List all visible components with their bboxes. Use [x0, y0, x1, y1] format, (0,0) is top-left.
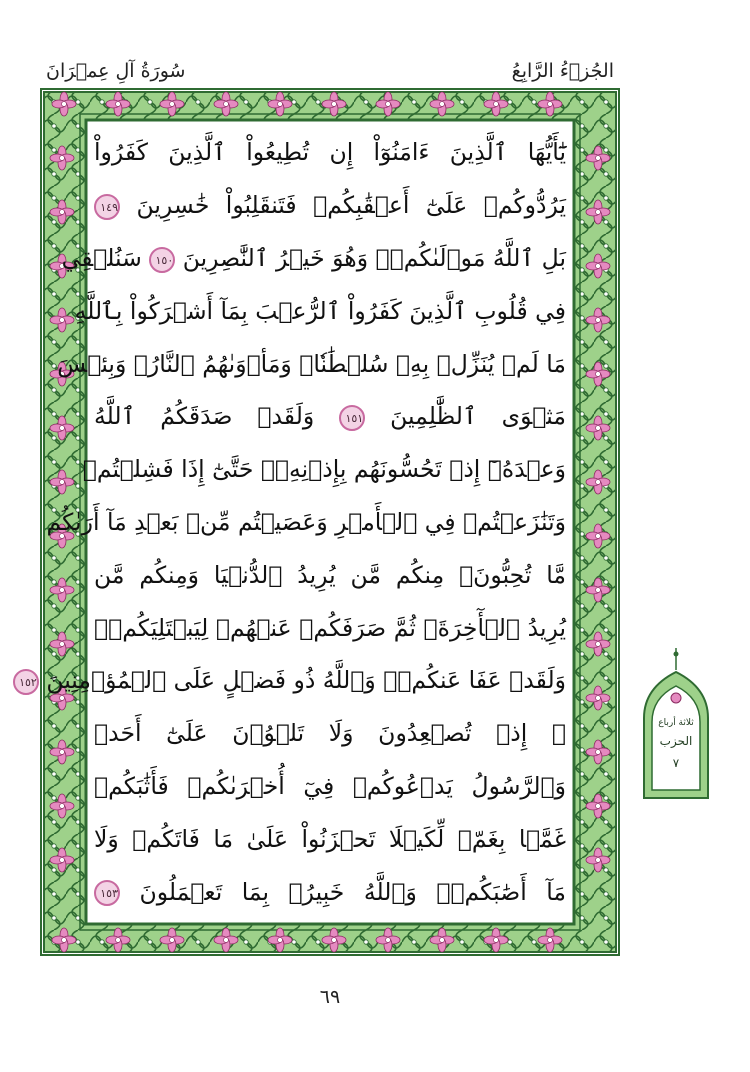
ayah-number-icon: ١٥٣ — [94, 880, 120, 906]
verse-text: بَلِ ٱللَّهُ مَوۡلَىٰكُمۡۖ وَهُوَ خَيۡرُ ٱلنَّٰصِرِينَ — [182, 244, 566, 272]
hizb-quarter-label: ثلاثة أرباع — [658, 718, 694, 728]
verse-text: يُرِيدُ ٱلۡأٓخِرَةَۚ ثُمَّ صَرَفَكُمۡ عَنۡهُمۡ لِيَبۡتَلِيَكُمۡۖ — [94, 613, 566, 642]
verse-line — [46, 499, 566, 545]
verse-text: وَعۡدَهُۥٓ إِذۡ تَحُسُّونَهُم بِإِذۡنِهِۦۖ حَتَّىٰٓ إِذَا فَشِلۡتُمۡ — [82, 455, 566, 484]
verse-line — [94, 182, 566, 228]
verse-line — [94, 816, 566, 862]
verse-line — [94, 129, 566, 175]
verse-text: وَتَنَٰزَعۡتُمۡ فِي ٱلۡأَمۡرِ وَعَصَيۡتُم مِّنۢ بَعۡدِ مَآ أَرَىٰكُم — [46, 508, 566, 536]
verse-text: فِي قُلُوبِ ٱلَّذِينَ كَفَرُواْ ٱلرُّعۡبَ بِمَآ أَشۡرَكُواْ بِٱللَّهِ — [74, 296, 566, 325]
page-number: ٦٩ — [319, 986, 341, 1008]
ayah-number-icon: ١٤٩ — [94, 194, 120, 220]
verse-text: مَثۡوَى ٱلظَّٰلِمِينَ — [390, 402, 566, 431]
verse-line — [94, 710, 566, 756]
verse-text: مَّا تُحِبُّونَۚ مِنكُم مَّن يُرِيدُ ٱلدُّنۡيَا وَمِنكُم مَّن — [94, 560, 566, 589]
verse-line — [74, 288, 566, 334]
text-area — [19, 126, 566, 918]
verse-text: وَلَقَدۡ صَدَقَكُمُ ٱللَّهُ — [94, 402, 315, 431]
verse-line — [94, 869, 566, 915]
verse-text: يَرُدُّوكُمۡ عَلَىٰٓ أَعۡقَٰبِكُمۡ فَتَنقَلِبُواْ خَٰسِرِينَ — [136, 191, 566, 220]
ayah-number-icon: ١٥١ — [339, 405, 365, 431]
verse-text: مَآ أَصَٰبَكُمۡۗ وَٱللَّهُ خَبِيرُۢ بِمَا تَعۡمَلُونَ — [139, 877, 566, 906]
hizb-number: ٧ — [672, 756, 680, 770]
verse-line — [94, 552, 566, 598]
verse-text: غَمَّۢا بِغَمّٖ لِّكَيۡلَا تَحۡزَنُواْ عَلَىٰ مَا فَاتَكُمۡ وَلَا — [94, 824, 566, 853]
verse-text: وَلَقَدۡ عَفَا عَنكُمۡۗ وَٱللَّهُ ذُو فَضۡلٍ عَلَى ٱلۡمُؤۡمِنِينَ — [46, 666, 566, 695]
verse-line — [94, 393, 566, 439]
verse-line — [82, 446, 566, 492]
hizb-label: الحزب — [659, 734, 693, 748]
verse-line — [61, 235, 566, 281]
verse-text: وَٱلرَّسُولُ يَدۡعُوكُمۡ فِيٓ أُخۡرَىٰكُمۡ فَأَثَٰبَكُمۡ — [94, 772, 566, 800]
verse-text: يَٰٓأَيُّهَا ٱلَّذِينَ ءَامَنُوٓاْ إِن تُطِيعُواْ ٱلَّذِينَ كَفَرُواْ — [94, 138, 566, 167]
verse-text: مَا لَمۡ يُنَزِّلۡ بِهِۦ سُلۡطَٰنٗاۖ وَمَأۡوَىٰهُمُ ٱلنَّارُۖ وَبِئۡسَ — [57, 349, 566, 378]
ayah-number-icon: ١٥٢ — [13, 669, 39, 695]
verse-line — [94, 763, 566, 809]
verse-text: ۞ إِذۡ تُصۡعِدُونَ وَلَا تَلۡوُۥنَ عَلَىٰٓ أَحَدٖ — [94, 719, 566, 748]
verse-line — [19, 657, 566, 703]
surah-name: سُورَةُ آلِ عِمۡرَانَ — [46, 60, 186, 82]
ayah-number-icon: ١٥٠ — [149, 247, 175, 273]
page-frame — [19, 88, 620, 956]
verse-line — [57, 341, 566, 387]
verse-line — [94, 605, 566, 651]
juz-name: الجُزۡءُ الرَّابِعُ — [511, 60, 614, 82]
verse-text: سَنُلۡقِي — [61, 244, 142, 272]
